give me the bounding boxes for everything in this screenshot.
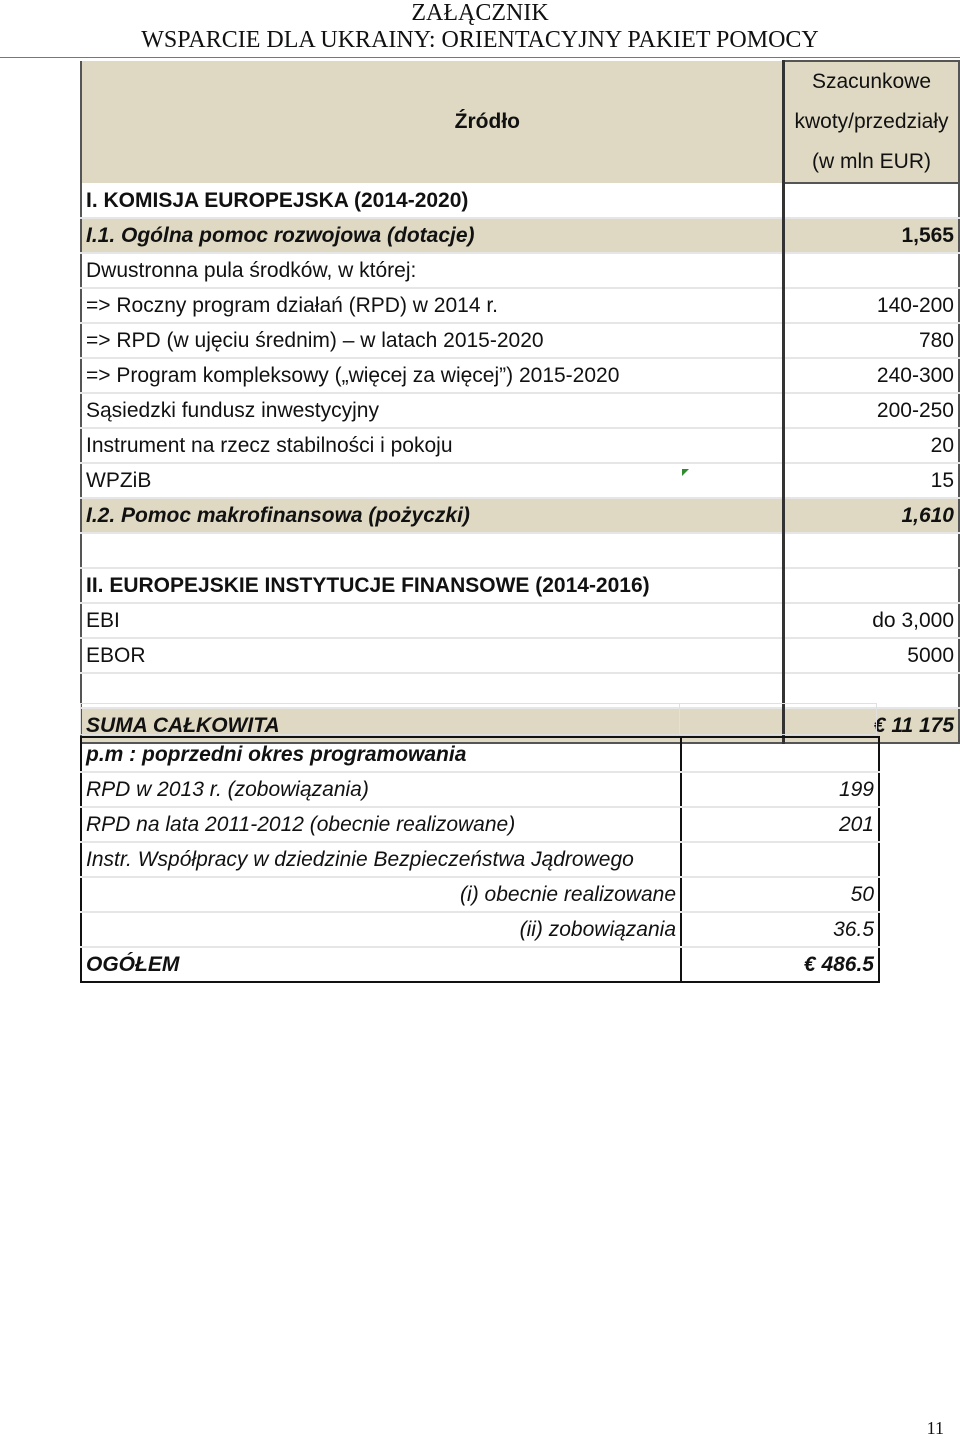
page-number: 11	[926, 1418, 944, 1438]
row-label: => Program kompleksowy („więcej za więcej”) 2015-2020	[81, 358, 784, 393]
row-label: Instrument na rzecz stabilności i pokoju	[81, 428, 784, 463]
row-value: 1,610	[784, 498, 960, 533]
table-row	[81, 463, 959, 498]
previous-period-table	[80, 736, 880, 983]
table-row	[81, 912, 879, 947]
source-column-header: Źródło	[81, 61, 784, 183]
row-label: I.2. Pomoc makrofinansowa (pożyczki)	[81, 498, 784, 533]
table-row	[81, 218, 959, 253]
row-value: do 3,000	[784, 603, 960, 638]
row-label: EBOR	[81, 638, 784, 673]
amount-header-line: kwoty/przedziały	[794, 110, 949, 133]
total-value	[681, 947, 879, 982]
row-label: WPZiB	[81, 463, 784, 498]
amount-header-line: Szacunkowe	[811, 70, 932, 93]
row-value: 199	[681, 772, 879, 807]
row-value: 140-200	[784, 288, 960, 323]
table-row	[81, 772, 879, 807]
title-underline	[0, 57, 960, 58]
empty-row	[81, 704, 877, 735]
row-value	[784, 253, 960, 288]
cell-comment-marker-icon	[682, 469, 689, 476]
row-label: I.1. Ogólna pomoc rozwojowa (dotacje)	[81, 218, 784, 253]
euro-sign: €	[803, 953, 816, 976]
table-row	[81, 807, 879, 842]
empty-cell	[680, 704, 877, 735]
table-row-empty	[81, 533, 959, 568]
row-value	[681, 842, 879, 877]
row-label: p.m : poprzedni okres programowania	[81, 737, 681, 772]
document-title: WSPARCIE DLA UKRAINY: ORIENTACYJNY PAKIET POMOCY	[141, 27, 819, 53]
table-row	[81, 253, 959, 288]
row-label	[81, 533, 784, 568]
total-amount: 486.5	[821, 953, 874, 976]
table-row	[81, 288, 959, 323]
table-row	[81, 498, 959, 533]
aid-package-table	[80, 60, 960, 744]
row-value: 240-300	[784, 358, 960, 393]
row-value: 15	[784, 463, 960, 498]
row-value	[784, 183, 960, 218]
table-row	[81, 428, 959, 463]
row-label: => RPD (w ujęciu średnim) – w latach 2015-2020	[81, 323, 784, 358]
row-label: II. EUROPEJSKIE INSTYTUCJE FINANSOWE (2014-2016)	[81, 568, 784, 603]
row-value: 201	[681, 807, 879, 842]
row-label: (i) obecnie realizowane	[81, 877, 681, 912]
row-label: RPD na lata 2011-2012 (obecnie realizowane)	[81, 807, 681, 842]
annex-title: ZAŁĄCZNIK	[411, 0, 549, 26]
table-row	[81, 358, 959, 393]
table-row	[81, 323, 959, 358]
row-value: 20	[784, 428, 960, 463]
row-label: (ii) zobowiązania	[81, 912, 681, 947]
euro-sign: €	[873, 714, 886, 737]
table-row	[81, 183, 959, 218]
total-label: SUMA CAŁKOWITA	[81, 708, 784, 743]
row-value: 780	[784, 323, 960, 358]
total-row	[81, 947, 879, 982]
row-value	[784, 568, 960, 603]
row-value: 5000	[784, 638, 960, 673]
table-row	[81, 638, 959, 673]
row-label: RPD w 2013 r. (zobowiązania)	[81, 772, 681, 807]
row-label: Dwustronna pula środków, w której:	[81, 253, 784, 288]
row-label: Instr. Współpracy w dziedzinie Bezpieczeństwa Jądrowego	[81, 842, 681, 877]
row-label: Sąsiedzki fundusz inwestycyjny	[81, 393, 784, 428]
table-row	[81, 393, 959, 428]
row-value	[681, 737, 879, 772]
table-row	[81, 877, 879, 912]
row-value	[784, 533, 960, 568]
row-label: EBI	[81, 603, 784, 638]
spacer-row	[80, 703, 877, 735]
row-value: 1,565	[784, 218, 960, 253]
row-label: I. KOMISJA EUROPEJSKA (2014-2020)	[81, 183, 784, 218]
amount-column-header	[784, 61, 960, 183]
total-label: OGÓŁEM	[86, 953, 180, 976]
empty-cell	[81, 704, 680, 735]
row-value: 200-250	[784, 393, 960, 428]
table-row	[81, 603, 959, 638]
row-label: => Roczny program działań (RPD) w 2014 r.	[81, 288, 784, 323]
row-value: 50	[681, 877, 879, 912]
row-value: 36.5	[681, 912, 879, 947]
total-amount: 11 175	[891, 714, 954, 737]
table-header-row	[81, 61, 959, 183]
table-row	[81, 568, 959, 603]
amount-header-line: (w mln EUR)	[812, 150, 931, 173]
table-row	[81, 842, 879, 877]
table-row	[81, 737, 879, 772]
